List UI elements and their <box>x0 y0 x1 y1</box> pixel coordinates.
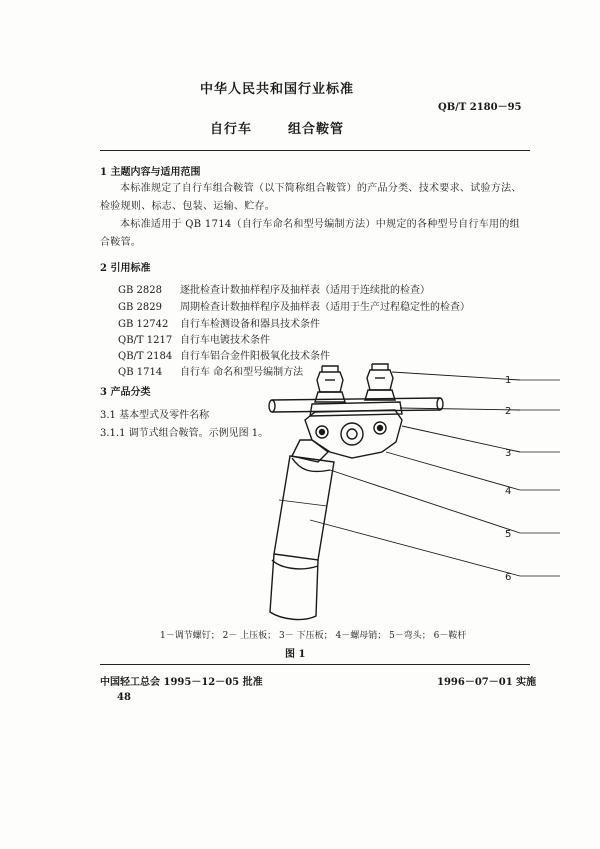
section-1-heading: 1 主题内容与适用范围 <box>100 167 201 178</box>
footer-rule <box>100 664 530 665</box>
center-bolt-icon <box>341 423 363 445</box>
page-number: 48 <box>117 692 131 703</box>
standard-code: QB/T 2180－95 <box>438 102 522 113</box>
ref-title: 周期检查计数抽样程序及抽样表（适用于生产过程稳定性的检查） <box>180 302 470 313</box>
callout-5: 5 <box>505 529 512 540</box>
effective-date: 1996－07－01 实施 <box>437 677 537 688</box>
doc-title-right: 组合鞍管 <box>288 122 345 137</box>
callout-3: 3 <box>505 448 512 459</box>
figure-caption: 图 1 <box>285 649 306 660</box>
section-3-heading: 3 产品分类 <box>100 387 151 398</box>
upper-clamp-plate <box>310 402 402 416</box>
callout-2: 2 <box>505 406 512 417</box>
section-3-1-1-text: 3.1.1 调节式组合鞍管。示例见图 1。 <box>100 428 269 439</box>
issuer-title: 中华人民共和国行业标准 <box>200 82 355 97</box>
adjusting-screw-icon <box>365 364 395 400</box>
ref-title: 自行车电镀技术条件 <box>180 335 270 346</box>
callout-6: 6 <box>505 572 512 583</box>
ref-code: QB 1714 <box>118 367 163 378</box>
section-1-para-2: 本标准适用于 QB 1714（自行车命名和型号编制方法）中规定的各种型号自行车用的组合鞍管。 <box>100 219 520 248</box>
nut-pin-icon <box>374 422 386 434</box>
callout-4: 4 <box>505 486 512 497</box>
ref-code: GB 12742 <box>118 319 169 330</box>
ref-title: 自行车铝合金件阳极氧化技术条件 <box>180 351 330 362</box>
saddle-rail <box>269 398 443 412</box>
ref-code: GB 2828 <box>118 285 162 296</box>
ref-code: QB/T 1217 <box>118 335 173 346</box>
section-2-heading: 2 引用标准 <box>100 263 151 274</box>
ref-code: QB/T 2184 <box>118 351 173 362</box>
section-3-1-heading: 3.1 基本型式及零件名称 <box>100 410 210 421</box>
ref-title: 逐批检查计数抽样程序及抽样表（适用于连续批的检查） <box>180 285 430 296</box>
doc-title-left: 自行车 <box>210 122 253 137</box>
figure-legend: 1－调节螺钉； 2－ 上压板； 3－ 下压板； 4－螺母销； 5－弯头； 6－鞍杆 <box>160 631 467 641</box>
ref-title: 自行车检测设备和器具技术条件 <box>180 319 320 330</box>
callout-1: 1 <box>505 375 512 386</box>
ref-title: 自行车 命名和型号编制方法 <box>180 367 304 378</box>
nut-pin-icon <box>316 426 328 438</box>
section-1-para-1: 本标准规定了自行车组合鞍管（以下简称组合鞍管）的产品分类、技术要求、试验方法、检验规则、标志、包装、运输、贮存。 <box>100 183 522 212</box>
adjusting-screw-icon <box>315 366 345 402</box>
approval-date: 中国轻工总会 1995－12－05 批准 <box>100 677 263 688</box>
ref-code: GB 2829 <box>118 302 162 313</box>
seat-pillar-tube <box>270 456 334 619</box>
